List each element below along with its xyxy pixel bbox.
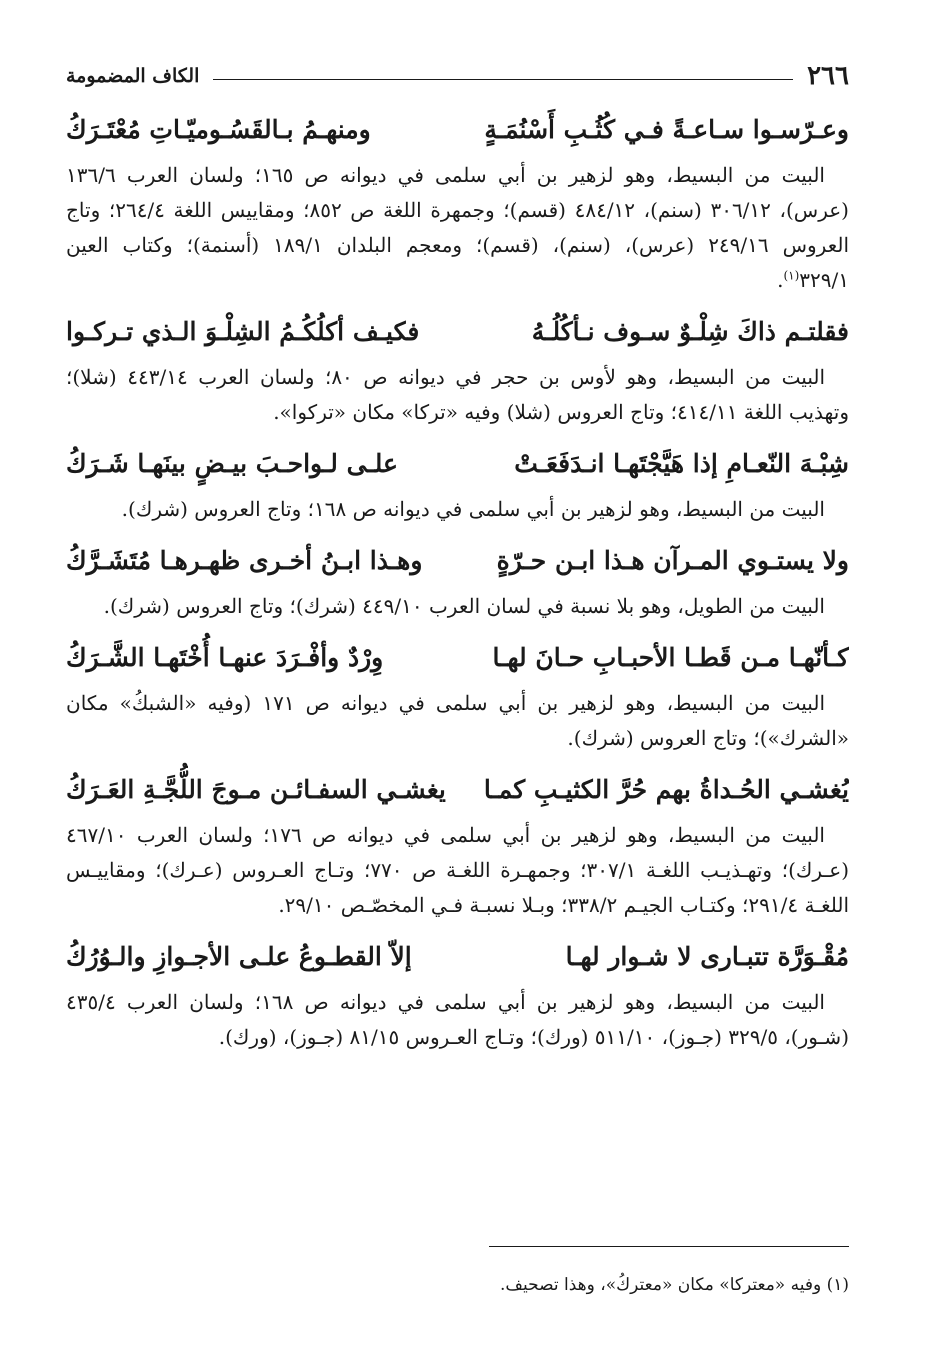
verse-entry: [66, 436, 849, 527]
verse-entry: [66, 762, 849, 923]
second-hemistich: علـى لـواحـبَ بيـضٍ بينَهـا شَـرَكُ: [66, 449, 398, 478]
footnote-marker: (١): [783, 268, 800, 283]
footnote-separator: [489, 1246, 849, 1247]
verse-line: [66, 304, 849, 360]
verse-line: [66, 533, 849, 589]
verse-line: [66, 436, 849, 492]
verse-commentary: البيت من البسيط، وهو لزهير بن أبي سلمى في ديوانه ص ١٧١ (وفيه «الشبكُ» مكان «الشرك»)؛ وتاج العروس (شرك).: [66, 691, 849, 750]
second-hemistich: يغشـي السفـائـن مـوجَ اللُّجَّـةِ العَـرَكُ: [66, 775, 446, 804]
verse-entry: [66, 533, 849, 624]
first-hemistich: مُقْـوَرَّة تتبـارى لا شـوار لهـا: [565, 942, 849, 971]
header-rule: [213, 79, 793, 80]
verse-line: [66, 102, 849, 158]
first-hemistich: كـأنّهـا مـن قَطـا الأحبـابِ حـانَ لهـا: [492, 643, 849, 672]
commentary-end: .: [777, 268, 784, 292]
first-hemistich: ولا يستـوي المـرآن هـذا ابـن حـرّةٍ: [496, 546, 849, 575]
verse-commentary: البيت من البسيط، وهو لزهير بن أبي سلمى في ديوانه ص ١٧٦؛ ولسان العرب ٤٦٧/١٠ (عـرك)؛ وتهـذيـب اللغـة ٣٠٧/١؛ وجمهـرة اللغـة ص ٧٧٠؛ وتـاج العـروس (عـرك)؛ ومقاييـس اللغـة ٢٩١/٤؛ وكتـاب الجيـم ٣٣٨/٢؛ وبـلا نسبـة فـي المخصّـص ٢٩/١٠.: [66, 823, 849, 917]
verse-commentary: [66, 158, 849, 298]
verse-entry: [66, 304, 849, 430]
second-hemistich: وِرْدٌ وأفْـرَدَ عنهـا أُخْتَهـا الشَّـرَكُ: [66, 643, 384, 672]
first-hemistich: وعـرّسـوا سـاعـةً فـي كُثُـبِ أَسْنُمَـةٍ: [484, 115, 849, 144]
page-number: ٢٦٦: [807, 61, 849, 91]
verse-commentary: البيت من البسيط، وهو لزهير بن أبي سلمى في ديوانه ص ١٦٨؛ ولسان العرب ٤٣٥/٤ (شـور)، ٣٢٩/٥ (جـوز)، ٥١١/١٠ (ورك)؛ وتـاج العـروس ٨١/١٥ (جـوز)، (ورك).: [66, 990, 849, 1049]
book-page: [66, 56, 849, 1059]
verse-entry: [66, 929, 849, 1055]
second-hemistich: ومنهـمُ بـالقَسُـوميّـاتِ مُعْتَـرَكُ: [66, 115, 371, 144]
commentary-text: البيت من البسيط، وهو لزهير بن أبي سلمى في ديوانه ص ١٦٥؛ ولسان العرب ١٣٦/٦ (عرس)، ٣٠٦/١٢ (سنم)، ٤٨٤/١٢ (قسم)؛ وجمهرة اللغة ص ٨٥٢؛ ومقاييس اللغة ٢٦٤/٤؛ وتاج العروس ٢٤٩/١٦ (عرس)، (سنم)، (قسم)؛ ومعجم البلدان ١٨٩/١ (أسنمة)؛ وكتاب العين ٣٢٩/١: [66, 163, 850, 292]
first-hemistich: شِبْـهَ النّعـامِ إذا هَيَّجْتَهـا انـدَفَعَـتْ: [514, 449, 849, 478]
page-header: [66, 56, 849, 96]
footnote: (١) وفيه «معتركا» مكان «معتركُ»، وهذا تصحيف.: [500, 1275, 849, 1295]
verse-commentary: البيت من الطويل، وهو بلا نسبة في لسان العرب ٤٤٩/١٠ (شرك)؛ وتاج العروس (شرك).: [103, 594, 825, 618]
running-title: الكاف المضمومة: [66, 65, 200, 87]
first-hemistich: فقلتـم ذاكَ شِلْـوٌ سـوف نـأكُلُـهُ: [531, 317, 849, 346]
verse-commentary: البيت من البسيط، وهو لأوس بن حجر في ديوانه ص ٨٠؛ ولسان العرب ٤٤٣/١٤ (شلا)؛ وتهذيب اللغة ٤١٤/١١؛ وتاج العروس (شلا) وفيه «تركا» مكان «تركوا».: [66, 365, 849, 424]
verse-line: [66, 762, 849, 818]
first-hemistich: يُغشـي الحُـداةُ بهم حُرَّ الكثيـبِ كمـا: [483, 775, 849, 804]
verse-entry: [66, 630, 849, 756]
verse-entry: [66, 102, 849, 298]
second-hemistich: وهـذا ابـنُ أخـرى ظهـرهـا مُتَشَـرَّكُ: [66, 546, 423, 575]
verse-line: [66, 630, 849, 686]
verse-line: [66, 929, 849, 985]
second-hemistich: فكيـف أكلُكُـمُ الشِلْـوَ الـذي تـركـوا: [66, 317, 420, 346]
verse-commentary: البيت من البسيط، وهو لزهير بن أبي سلمى في ديوانه ص ١٦٨؛ وتاج العروس (شرك).: [121, 497, 825, 521]
second-hemistich: إلاّ القطـوعُ علـى الأجـوازِ والـوُرُكُ: [66, 942, 412, 971]
